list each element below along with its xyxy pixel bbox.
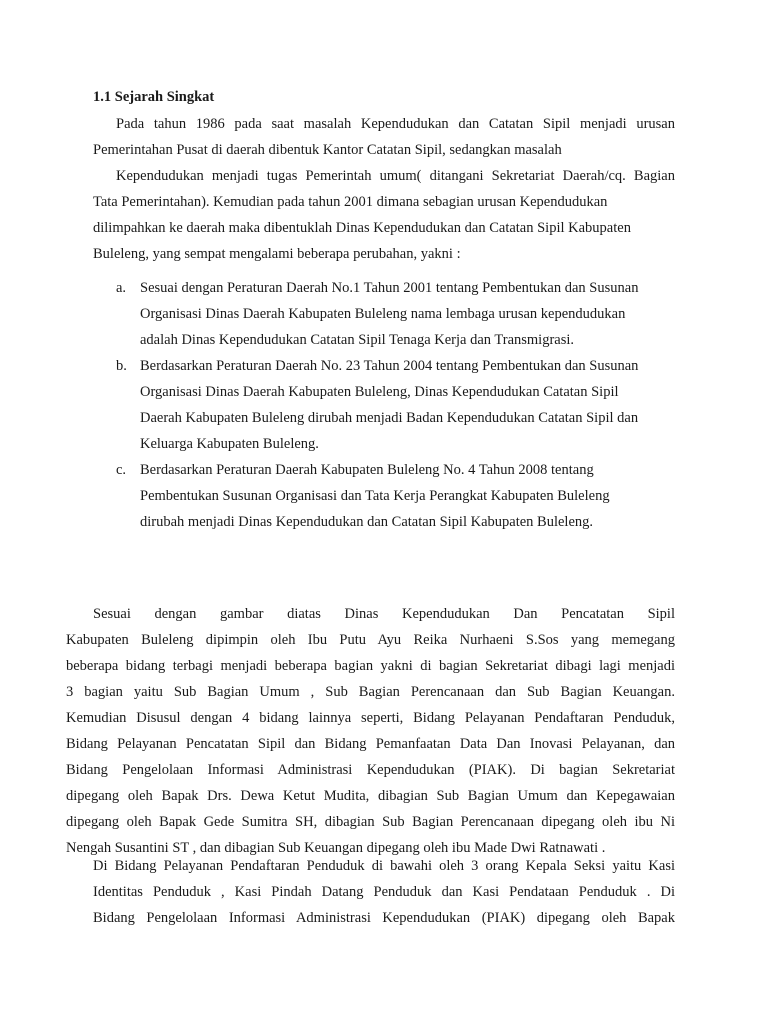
list-marker: b.: [116, 358, 127, 374]
list-item: [116, 275, 676, 353]
paragraph-line: Identitas Penduduk , Kasi Pindah Datang Penduduk dan Kasi Pendataan Penduduk . Di: [93, 884, 675, 900]
list-item: [116, 353, 676, 457]
paragraph-line: beberapa bidang terbagi menjadi beberapa bagian yakni di bagian Sekretariat dibagi lagi menjadi: [66, 658, 675, 674]
paragraph-fields: [93, 853, 675, 931]
paragraph-line: Kependudukan menjadi tugas Pemerintah umum( ditangani Sekretariat Daerah/cq. Bagian: [116, 168, 675, 184]
list-item-line: Organisasi Dinas Daerah Kabupaten Buleleng nama lembaga urusan kependudukan: [140, 306, 626, 322]
list-item-line: Berdasarkan Peraturan Daerah Kabupaten Buleleng No. 4 Tahun 2008 tentang: [140, 462, 594, 478]
paragraph-intro: [93, 111, 675, 163]
paragraph-line: dilimpahkan ke daerah maka dibentuklah Dinas Kependudukan dan Catatan Sipil Kabupaten: [93, 220, 631, 236]
list-marker: c.: [116, 462, 127, 478]
list-item-line: Daerah Kabupaten Buleleng dirubah menjadi Badan Kependudukan Catatan Sipil dan: [140, 410, 639, 426]
list-item-line: adalah Dinas Kependudukan Catatan Sipil Tenaga Kerja dan Transmigrasi.: [140, 332, 575, 348]
paragraph-line: dipegang oleh Bapak Drs. Dewa Ketut Mudita, dibagian Sub Bagian Umum dan Kepegawaian: [66, 788, 675, 804]
paragraph-line: Pemerintahan Pusat di daerah dibentuk Kantor Catatan Sipil, sedangkan masalah: [93, 142, 562, 158]
list-item-line: Berdasarkan Peraturan Daerah No. 23 Tahun 2004 tentang Pembentukan dan Susunan: [140, 358, 639, 374]
paragraph-organization: [66, 601, 675, 861]
list-item-line: dirubah menjadi Dinas Kependudukan dan Catatan Sipil Kabupaten Buleleng.: [140, 514, 594, 530]
paragraph-line: Tata Pemerintahan). Kemudian pada tahun 2001 dimana sebagian urusan Kependudukan: [93, 194, 608, 210]
paragraph-line: Buleleng, yang sempat mengalami beberapa perubahan, yakni :: [93, 246, 461, 262]
paragraph-line: Bidang Pelayanan Pencatatan Sipil dan Bidang Pemanfaatan Data Dan Inovasi Pelayanan, dan: [66, 736, 675, 752]
paragraph-line: Nengah Susantini ST , dan dibagian Sub Keuangan dipegang oleh ibu Made Dwi Ratnawati .: [66, 840, 606, 856]
paragraph-line: Bidang Pengelolaan Informasi Administrasi Kependudukan (PIAK) dipegang oleh Bapak: [93, 910, 675, 926]
paragraph-line: 3 bagian yaitu Sub Bagian Umum , Sub Bagian Perencanaan dan Sub Bagian Keuangan.: [66, 684, 675, 700]
history-list: [116, 275, 676, 535]
list-item-line: Keluarga Kabupaten Buleleng.: [140, 436, 319, 452]
paragraph-history: [93, 163, 675, 267]
paragraph-line: Di Bidang Pelayanan Pendaftaran Penduduk di bawahi oleh 3 orang Kepala Seksi yaitu Kasi: [93, 858, 675, 874]
list-item-line: Pembentukan Susunan Organisasi dan Tata Kerja Perangkat Kabupaten Buleleng: [140, 488, 610, 504]
paragraph-line: Bidang Pengelolaan Informasi Administrasi Kependudukan (PIAK). Di bagian Sekretariat: [66, 762, 675, 778]
paragraph-line: Sesuai dengan gambar diatas Dinas Kependudukan Dan Pencatatan Sipil: [93, 606, 675, 622]
list-item-line: Sesuai dengan Peraturan Daerah No.1 Tahun 2001 tentang Pembentukan dan Susunan: [140, 280, 639, 296]
paragraph-line: Kabupaten Buleleng dipimpin oleh Ibu Putu Ayu Reika Nurhaeni S.Sos yang memegang: [66, 632, 675, 648]
paragraph-line: Pada tahun 1986 pada saat masalah Kependudukan dan Catatan Sipil menjadi urusan: [116, 116, 675, 132]
list-item: [116, 457, 676, 535]
list-item-line: Organisasi Dinas Daerah Kabupaten Buleleng, Dinas Kependudukan Catatan Sipil: [140, 384, 619, 400]
section-heading: 1.1 Sejarah Singkat: [93, 89, 215, 105]
paragraph-line: dipegang oleh Bapak Gede Sumitra SH, dibagian Sub Bagian Perencanaan dipegang oleh ibu Ni: [66, 814, 675, 830]
list-marker: a.: [116, 280, 127, 296]
paragraph-line: Kemudian Disusul dengan 4 bidang lainnya seperti, Bidang Pelayanan Pendaftaran Penduduk,: [66, 710, 675, 726]
